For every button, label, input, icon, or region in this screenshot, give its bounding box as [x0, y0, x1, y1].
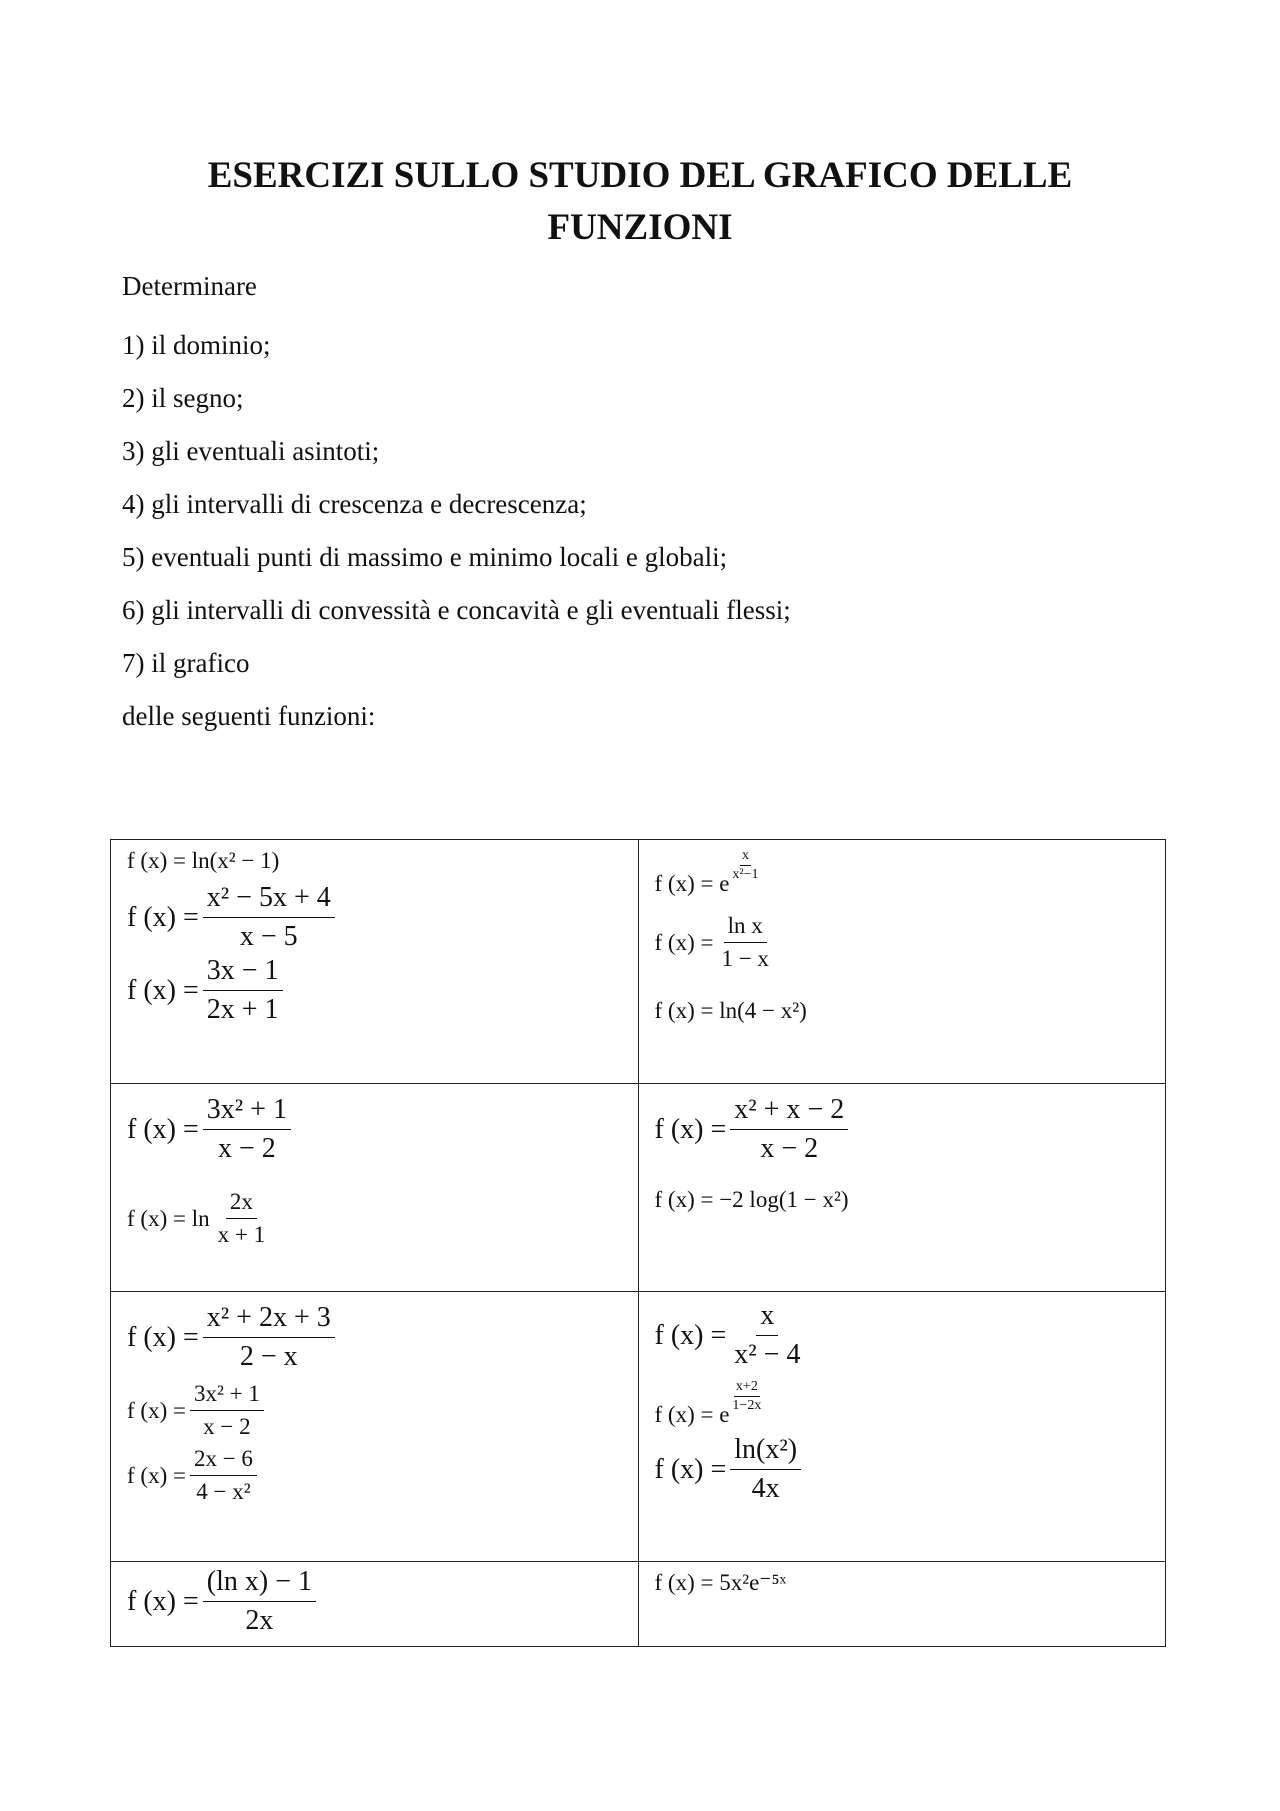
table-cell [638, 840, 1166, 1084]
numerator: x² + 2x + 3 [203, 1302, 335, 1338]
fraction [203, 1094, 291, 1165]
formula [654, 1379, 1166, 1432]
formula [655, 1187, 1166, 1213]
fx-label: f (x) = [654, 929, 714, 955]
intro-text: Determinare [122, 271, 257, 301]
fx-label: f (x) = [127, 1397, 186, 1423]
formula [127, 848, 638, 874]
formula [127, 1446, 638, 1505]
list-item: 1) il dominio; [122, 330, 271, 360]
denominator: x + 1 [217, 1222, 266, 1247]
numerator: 3x² + 1 [190, 1381, 264, 1411]
fraction [717, 913, 772, 972]
formula-text: −2 log(1 − x²) [719, 1187, 849, 1212]
fraction [203, 1566, 316, 1637]
numerator: ln x [724, 913, 767, 943]
fx-label: f (x) = [654, 1401, 714, 1427]
fx-label: f (x) = [127, 848, 186, 873]
fraction [730, 1300, 804, 1371]
formula [655, 1570, 1166, 1596]
formula-text: ln(x² − 1) [191, 848, 280, 873]
fx-label: f (x) = [654, 1187, 714, 1212]
instructions [122, 270, 791, 753]
denominator: 4x [751, 1473, 780, 1504]
numerator: 2x [226, 1189, 257, 1219]
fraction [190, 1381, 264, 1440]
title-line-1: ESERCIZI SULLO STUDIO DEL GRAFICO DELLE [207, 155, 1073, 196]
denominator: 1 − x [721, 946, 769, 971]
fx-label: f (x) = [654, 1113, 727, 1145]
page-title [120, 150, 1160, 254]
formula-text: ln(4 − x²) [719, 998, 807, 1023]
formula-prefix: ln [191, 1205, 210, 1231]
denominator: 2x [245, 1605, 274, 1636]
fraction [203, 882, 335, 953]
table-cell [111, 1562, 639, 1647]
table-cell [111, 1084, 639, 1292]
list-item: 5) eventuali punti di massimo e minimo locali e globali; [122, 542, 728, 572]
fx-label: f (x) = [127, 1585, 199, 1617]
list-item: 7) il grafico [122, 648, 250, 678]
outro-text: delle seguenti funzioni: [122, 701, 376, 731]
denominator: x − 2 [760, 1133, 819, 1164]
denominator: 4 − x² [196, 1479, 251, 1504]
fx-label: f (x) = [654, 870, 714, 896]
fx-label: f (x) = [654, 1319, 727, 1351]
numerator: 3x² + 1 [203, 1094, 291, 1130]
formula-text: 5x²e⁻⁵ˣ [719, 1570, 787, 1595]
formula [127, 1381, 638, 1440]
fx-label: f (x) = [127, 1321, 199, 1353]
formula [655, 913, 1166, 972]
formula [655, 998, 1166, 1024]
exercise-table [110, 839, 1166, 1647]
fx-label: f (x) = [654, 1453, 727, 1485]
numerator: (ln x) − 1 [203, 1566, 316, 1602]
numerator: 2x − 6 [190, 1446, 257, 1476]
denominator: 1−2x [732, 1398, 762, 1413]
fx-label: f (x) = [127, 1462, 186, 1488]
denominator: 2 − x [239, 1341, 298, 1372]
numerator: x² + x − 2 [730, 1094, 848, 1130]
exponent-fraction [730, 1379, 763, 1414]
list-item: 6) gli intervalli di convessità e concavità e gli eventuali flessi; [122, 595, 791, 625]
formula [127, 1189, 638, 1248]
formula [655, 1300, 1166, 1371]
fraction [203, 955, 283, 1026]
fx-label: f (x) = [127, 901, 199, 933]
formula [655, 1434, 1166, 1505]
denominator: x − 5 [239, 921, 298, 952]
fraction [730, 1434, 801, 1505]
formula [127, 955, 638, 1026]
list-item: 2) il segno; [122, 383, 244, 413]
table-cell [638, 1292, 1166, 1562]
formula-base: e [719, 1401, 730, 1427]
fx-label: f (x) = [654, 998, 714, 1023]
fx-label: f (x) = [127, 974, 199, 1006]
table-cell [111, 840, 639, 1084]
formula [127, 1566, 638, 1637]
formula [654, 848, 1166, 901]
fraction [203, 1302, 335, 1373]
fraction [190, 1446, 257, 1505]
exponent-fraction [730, 848, 760, 883]
denominator: 2x + 1 [206, 994, 279, 1025]
table-cell [638, 1562, 1166, 1647]
denominator: x² − 4 [734, 1339, 801, 1370]
numerator: ln(x²) [730, 1434, 801, 1470]
formula-base: e [719, 870, 730, 896]
formula [127, 1094, 638, 1165]
formula [655, 1094, 1166, 1165]
denominator: x − 2 [217, 1133, 276, 1164]
table-cell [111, 1292, 639, 1562]
table-row [111, 1292, 1166, 1562]
numerator: x [740, 848, 751, 866]
table-row [111, 840, 1166, 1084]
numerator: x+2 [734, 1379, 760, 1397]
fraction [214, 1189, 269, 1248]
fx-label: f (x) = [127, 1205, 186, 1231]
formula [127, 882, 638, 953]
denominator: x − 2 [203, 1414, 251, 1439]
numerator: x [756, 1300, 778, 1336]
fx-label: f (x) = [654, 1570, 714, 1595]
list-item: 3) gli eventuali asintoti; [122, 436, 380, 466]
table-cell [638, 1084, 1166, 1292]
fx-label: f (x) = [127, 1113, 199, 1145]
fraction [730, 1094, 848, 1165]
table-row [111, 1562, 1166, 1647]
numerator: 3x − 1 [203, 955, 283, 991]
list-item: 4) gli intervalli di crescenza e decrescenza; [122, 489, 587, 519]
denominator: x²−1 [732, 867, 759, 882]
table-row [111, 1084, 1166, 1292]
numerator: x² − 5x + 4 [203, 882, 335, 918]
formula [127, 1302, 638, 1373]
title-line-2: FUNZIONI [547, 207, 733, 248]
